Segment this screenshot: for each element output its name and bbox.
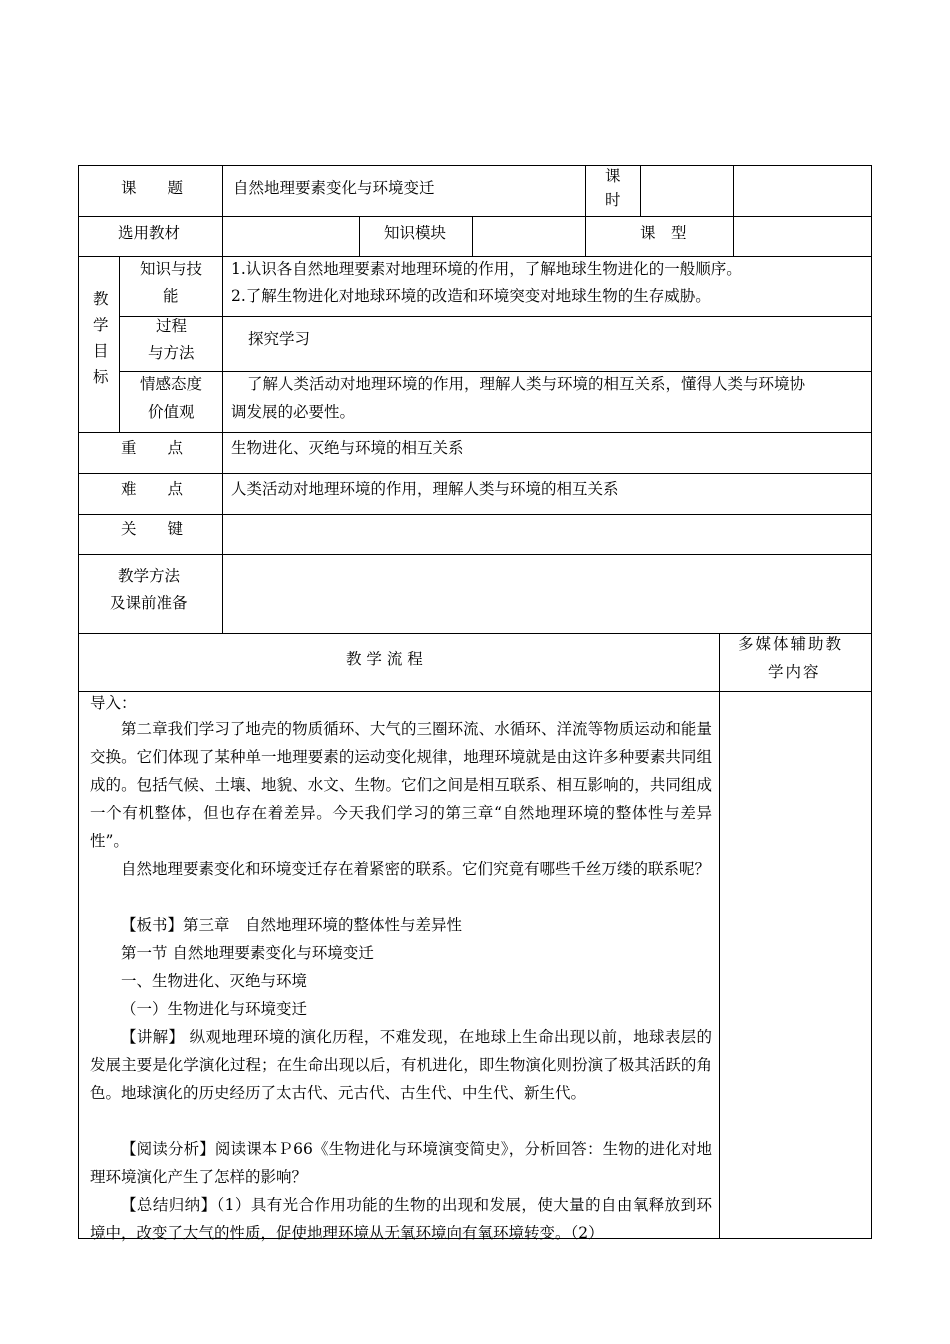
table-col-divider [719, 633, 720, 1238]
goals-label-char: 目 [93, 342, 109, 360]
flow-subheading-1: 一、生物进化、灭绝与环境 [121, 972, 308, 990]
table-border-right [871, 165, 872, 1238]
table-col-divider [222, 432, 223, 633]
hours-label-line2: 时 [605, 191, 621, 209]
table-row-divider [78, 514, 872, 515]
table-row-divider [78, 473, 872, 474]
method-label-line1: 教学方法 [118, 567, 181, 585]
module-label: 知识模块 [384, 224, 447, 242]
flow-paragraph-1: 第二章我们学习了地壳的物质循环、大气的三圈环流、水循环、洋流等物质运动和能量交换。它们体现了某种单一地理要素的运动变化规律，地理环境就是由这许多种要素共同组成的。包括气候、土壤、地貌、水文、生物。它们之间是相互联系、相互影响的，共同组成一个有机整体，但也存在着差异。今天我们学习的第三章“自然地理环境的整体性与差异性”。 [90, 720, 712, 850]
media-heading-line1: 多媒体辅助教 [738, 635, 844, 653]
knowledge-goal-line2: 2.了解生物进化对地球环境的改造和环境突变对地球生物的生存威胁。 [231, 287, 711, 305]
table-row-divider [78, 432, 872, 433]
flow-summary: 【总结归纳】（1）具有光合作用功能的生物的出现和发展，使大量的自由氧释放到环境中，改变了大气的性质，促使地理环境从无氧环境向有氧环境转变。（2） [90, 1196, 712, 1242]
table-border-left [78, 165, 79, 1238]
table-col-divider [359, 216, 360, 256]
knowledge-label-line2: 能 [163, 287, 179, 305]
table-border-top [78, 165, 872, 166]
process-label-line1: 过程 [156, 317, 188, 335]
table-col-divider [222, 256, 223, 432]
flow-reading: 【阅读分析】阅读课本Ｐ66《生物进化与环境演变简史》，分析回答：生物的进化对地理环境演化产生了怎样的影响？ [90, 1140, 712, 1186]
table-col-divider [733, 165, 734, 256]
difficulty-label: 难 点 [121, 480, 184, 498]
table-col-divider [585, 165, 586, 256]
table-row-divider [78, 554, 872, 555]
process-label-line2: 与方法 [148, 344, 195, 362]
flow-heading: 教 学 流 程 [346, 650, 423, 668]
table-row-divider [78, 691, 872, 692]
attitude-label-line1: 情感态度 [140, 375, 203, 393]
media-heading-line2: 学内容 [768, 663, 821, 681]
process-value: 探究学习 [248, 330, 311, 348]
table-row-divider [78, 216, 872, 217]
knowledge-goal-line1: 1.认识各自然地理要素对地理环境的作用，了解地球生物进化的一般顺序。 [231, 260, 742, 278]
flow-lecture: 【讲解】 纵观地理环境的演化历程，不难发现，在地球上生命出现以前，地球表层的发展主要是化学演化过程；在生命出现以后，有机进化，即生物演化则扮演了极其活跃的角色。地球演化的历史经历了太古代、元古代、古生代、中生代、新生代。 [90, 1028, 712, 1102]
flow-paragraph-2: 自然地理要素变化和环境变迁存在着紧密的联系。它们究竟有哪些千丝万缕的联系呢？ [121, 860, 711, 878]
knowledge-label-line1: 知识与技 [140, 260, 203, 278]
flow-board-note: 【板书】第三章 自然地理环境的整体性与差异性 [121, 916, 463, 934]
key-points-label: 重 点 [121, 439, 184, 457]
attitude-goal-line1: 了解人类活动对地理环境的作用，理解人类与环境的相互关系，懂得人类与环境协 [247, 375, 806, 393]
type-label: 课 型 [640, 224, 687, 242]
goals-label-char: 标 [93, 368, 109, 386]
topic-label: 课 题 [121, 179, 184, 197]
flow-section-title: 第一节 自然地理要素变化与环境变迁 [121, 944, 374, 962]
attitude-goal-line2: 调发展的必要性。 [231, 403, 356, 421]
textbook-label: 选用教材 [118, 224, 181, 242]
method-label-line2: 及课前准备 [110, 594, 188, 612]
table-row-divider [78, 256, 872, 257]
table-col-divider [472, 216, 473, 256]
crux-label: 关 键 [121, 520, 184, 538]
goals-label-char: 学 [93, 316, 109, 334]
table-col-divider [119, 256, 120, 432]
hours-label-line1: 课 [605, 167, 621, 185]
attitude-label-line2: 价值观 [148, 403, 195, 421]
goals-label-char: 教 [93, 290, 109, 308]
flow-intro: 导入： [90, 694, 137, 712]
table-row-divider [119, 316, 872, 317]
table-row-divider [119, 371, 872, 372]
table-col-divider [222, 165, 223, 256]
flow-subheading-2: （一）生物进化与环境变迁 [121, 1000, 308, 1018]
difficulty-value: 人类活动对地理环境的作用，理解人类与环境的相互关系 [231, 480, 619, 498]
key-points-value: 生物进化、灭绝与环境的相互关系 [231, 439, 464, 457]
table-col-divider [640, 165, 641, 216]
topic-value: 自然地理要素变化与环境变迁 [233, 179, 435, 197]
